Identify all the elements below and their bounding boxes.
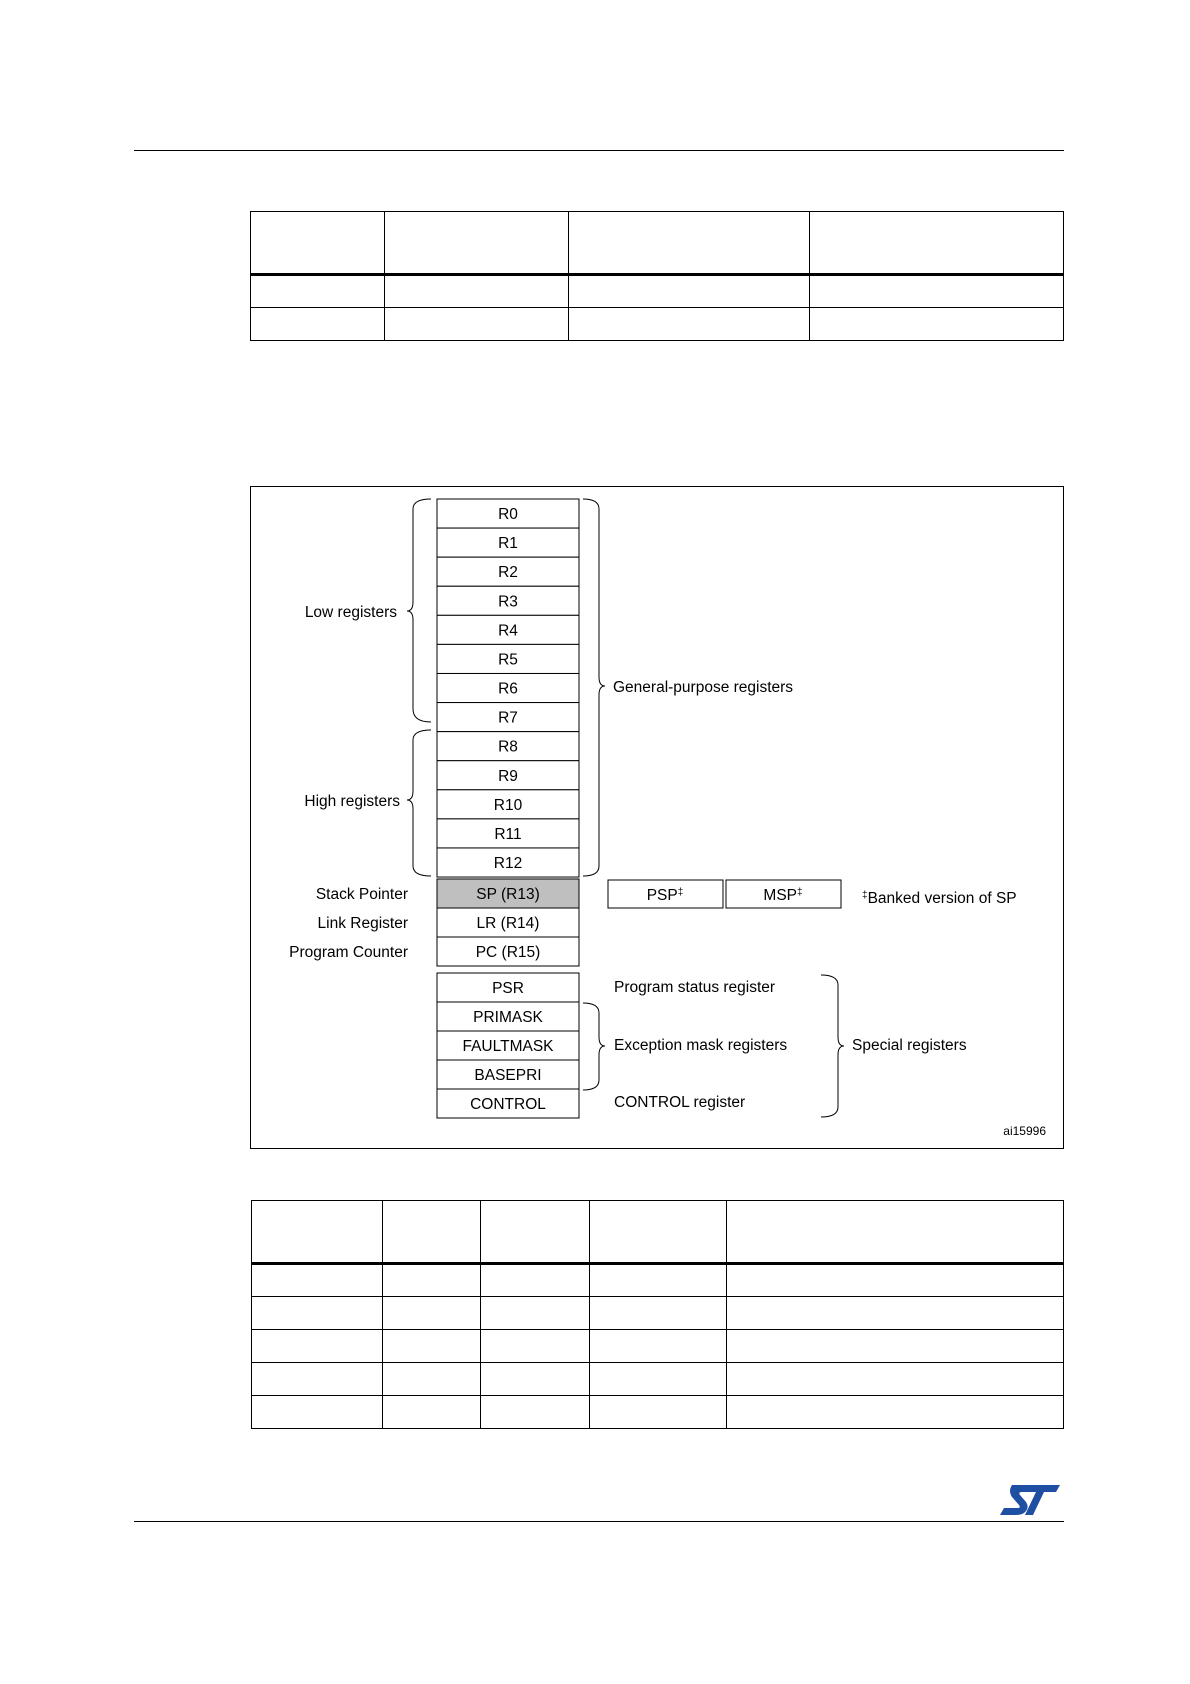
top-table [250,211,1064,341]
general-purpose-brace [583,499,605,876]
register-diagram-frame [250,486,1064,1149]
table-header-row [251,212,1064,275]
special-control-box [437,1089,579,1118]
special-faultmask-box [437,1031,579,1060]
st-logo-mark [1000,1485,1060,1515]
register-r4-label: R4 [498,622,518,640]
high-registers-label: High registers [304,793,400,810]
register-r9-label: R9 [498,767,518,785]
table-row [252,1396,1064,1429]
register-r10-box [437,790,579,819]
special-registers-brace [821,975,844,1117]
msp-label: MSP [763,887,798,904]
table-row [252,1363,1064,1396]
special-register-stack [437,973,579,1118]
msp-dagger: ‡ [797,887,803,898]
special-primask-box [437,1002,579,1031]
st-logo [1000,1482,1062,1518]
register-r7-label: R7 [498,709,518,727]
exception-mask-label: Exception mask registers [614,1037,788,1054]
register-r1-label: R1 [498,535,518,553]
special-psr-label: PSR [492,980,524,997]
table-row [251,308,1064,341]
special-faultmask-label: FAULTMASK [462,1038,554,1055]
lr-register-box [437,908,579,937]
program-counter-label: Program Counter [289,944,408,961]
register-r9-box [437,761,579,790]
bottom-table [251,1200,1064,1429]
sp-register-label: SP (R13) [476,886,540,903]
high-registers-brace [407,730,431,876]
register-r2-label: R2 [498,564,518,582]
register-r3-box [437,586,579,615]
table-row [252,1297,1064,1330]
register-r8-label: R8 [498,738,518,756]
table-row [252,1330,1064,1363]
general-purpose-label: General-purpose registers [613,679,794,696]
register-r3-label: R3 [498,593,518,611]
register-r11-label: R11 [494,825,522,843]
psp-label: PSP [646,887,678,904]
header-rule [134,150,1064,151]
table-row [252,1264,1064,1297]
register-r0-box [437,499,579,528]
program-status-label: Program status register [614,979,776,996]
pc-register-box [437,937,579,966]
register-r7-box [437,703,579,732]
register-r10-label: R10 [493,796,523,814]
register-r12-box [437,848,579,877]
register-r4-box [437,615,579,644]
register-r11-box [437,819,579,848]
control-register-label: CONTROL register [614,1094,746,1111]
pc-register-label: PC (R15) [475,944,541,961]
general-register-stack [437,499,579,877]
register-r12-label: R12 [493,855,523,872]
special-basepri-label: BASEPRI [474,1067,542,1084]
footer-rule [134,1521,1064,1522]
exception-mask-brace [583,1003,605,1090]
svg-text:MSP‡ [763,887,802,904]
register-r1-box [437,528,579,557]
special-control-label: CONTROL [470,1096,546,1113]
psp-dagger: ‡ [677,887,684,898]
low-registers-brace [407,499,431,722]
table-header-row [252,1201,1064,1264]
low-registers-label: Low registers [304,604,397,621]
sp-register-box [437,879,579,908]
special-basepri-box [437,1060,579,1089]
banked-note: ‡Banked version of SP [862,890,1017,907]
stack-pointer-label: Stack Pointer [315,886,408,903]
register-diagram [251,487,1065,1150]
msp-box [726,880,841,908]
register-r8-box [437,732,579,761]
table-row [251,275,1064,308]
special-registers-label: Special registers [852,1037,967,1054]
special-psr-box [437,973,579,1002]
register-r2-box [437,557,579,586]
psp-box [608,880,723,908]
register-r6-label: R6 [498,680,518,698]
register-r5-box [437,644,579,673]
register-r6-box [437,673,579,702]
link-register-label: Link Register [317,915,408,932]
lr-register-label: LR (R14) [476,915,540,932]
special-primask-label: PRIMASK [473,1009,543,1026]
figure-id: ai15996 [1003,1124,1046,1138]
register-r5-label: R5 [498,651,518,669]
register-r0-label: R0 [498,506,518,524]
